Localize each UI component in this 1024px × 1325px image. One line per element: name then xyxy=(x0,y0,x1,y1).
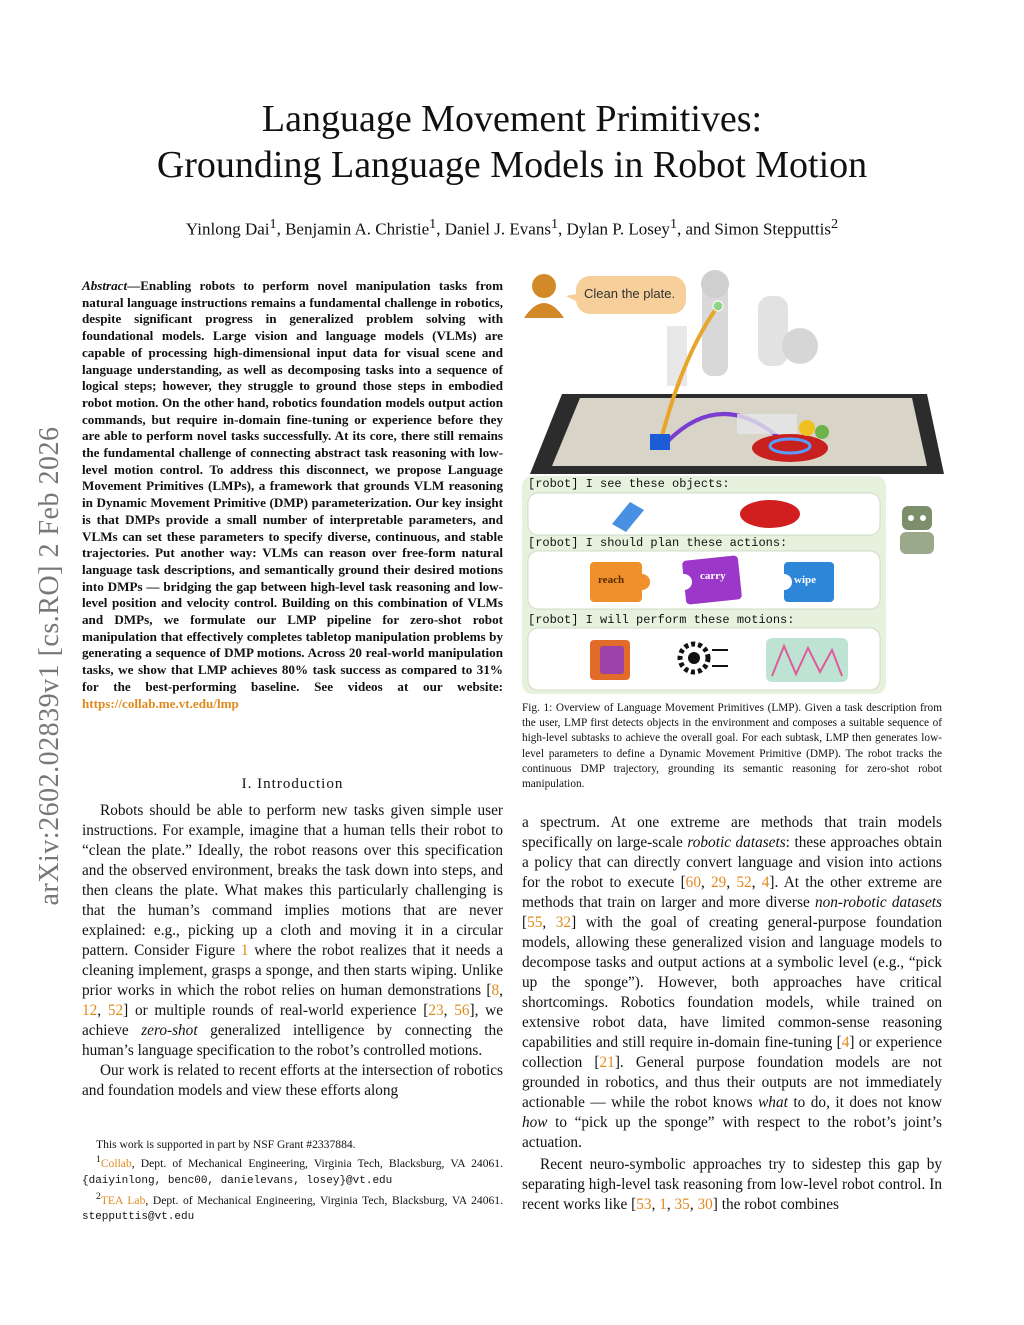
gear-hub xyxy=(688,652,700,664)
robot-eye xyxy=(920,515,926,521)
paragraph xyxy=(522,813,942,1153)
section-heading-text: I. Introduction xyxy=(241,776,344,792)
puzzle-label-wipe: wipe xyxy=(794,574,816,586)
affil-sup: 1 xyxy=(269,216,277,232)
email: stepputtis@vt.edu xyxy=(82,1211,195,1224)
puzzle-notch xyxy=(676,574,692,590)
robot-arm-right xyxy=(758,296,788,366)
sep: , xyxy=(751,874,762,891)
paragraph xyxy=(522,1155,942,1215)
container xyxy=(737,414,797,434)
user-avatar-head xyxy=(532,274,556,298)
footnote-grant: This work is supported in part by NSF Grant #2337884. xyxy=(96,1138,356,1151)
robot-eye xyxy=(908,515,914,521)
arxiv-stamp xyxy=(34,380,65,940)
puzzle-label-carry: carry xyxy=(700,570,726,582)
text-run: generalized intelligence by connecting the human’s language specification to the robot’s controlled motions. xyxy=(82,1022,503,1059)
text-run: to do, it does not know xyxy=(787,1094,942,1111)
row-label-actions: [robot] I should plan these actions: xyxy=(528,536,788,550)
abstract-dash: — xyxy=(127,278,141,293)
title-line-2: Grounding Language Models in Robot Motion xyxy=(156,144,868,186)
row-label-motions: [robot] I will perform these motions: xyxy=(528,613,795,627)
emphasis: how xyxy=(522,1114,548,1131)
citation[interactable]: 23 xyxy=(428,1002,444,1019)
affil-sup: 2 xyxy=(830,216,839,232)
citation[interactable]: 4 xyxy=(761,874,770,891)
paper-title xyxy=(0,96,1024,188)
text-run: a spectrum. At one extreme are methods that train models specifically on large-scale xyxy=(522,814,942,851)
text-run: ] with the goal of creating general-purpose foundation models, allowing these generalized vision and language models to decompose tasks and output actions at a symbolic level (e.g., “pick up the sponge”). However, both approaches have critical shortcomings. Robotics foundation models, while trained on extensive robot data, have limited common-sense reasoning capabilities and still require in-domain fine-tuning [ xyxy=(522,914,942,1051)
abstract-label: Abstract xyxy=(82,278,128,293)
robot-base xyxy=(667,326,687,386)
tea-lab-link[interactable]: TEA Lab xyxy=(100,1193,146,1207)
email-list: {daiyinlong, benc00, danielevans, losey}@vt.edu xyxy=(82,1174,393,1187)
citation[interactable]: 32 xyxy=(555,914,572,931)
title-line-1: Language Movement Primitives: xyxy=(261,98,763,140)
citation[interactable]: 29 xyxy=(711,874,727,891)
emphasis: zero-shot xyxy=(141,1022,198,1039)
footnote-affil-1 xyxy=(82,1152,503,1189)
affil-sup: 2 xyxy=(96,1191,101,1203)
text-run: Recent neuro-symbolic approaches try to sidestep this gap by separating high-level task reasoning from low-level robot control. In recent works like [ xyxy=(522,1156,942,1213)
puzzle-knob xyxy=(634,574,650,590)
citation[interactable]: 60 xyxy=(685,874,701,891)
section-heading xyxy=(82,776,503,793)
citation[interactable]: 30 xyxy=(697,1196,713,1213)
puzzle-notch xyxy=(776,574,792,590)
website-link[interactable]: https://collab.me.vt.edu/lmp xyxy=(82,695,239,711)
citation[interactable]: 52 xyxy=(736,874,752,891)
motion-puzzle-layer xyxy=(600,646,624,674)
fruit xyxy=(815,425,829,439)
paragraph xyxy=(82,801,503,1061)
puzzle-label-reach: reach xyxy=(598,574,625,586)
sep: , xyxy=(700,874,712,891)
text-run: ] or multiple rounds of real-world experience [ xyxy=(123,1002,429,1019)
affil-sup: 1 xyxy=(550,216,559,232)
citation[interactable]: 53 xyxy=(636,1196,652,1213)
right-column-text xyxy=(522,813,942,1215)
citation[interactable]: 55 xyxy=(527,914,543,931)
emphasis: robotic datasets xyxy=(687,834,786,851)
emphasis: what xyxy=(758,1094,788,1111)
trajectory-point xyxy=(713,301,723,311)
affil-sup: 1 xyxy=(96,1154,101,1166)
author-name: Daniel J. Evans xyxy=(444,219,551,239)
sep: , xyxy=(726,874,737,891)
affil-sup: 1 xyxy=(429,216,437,232)
paragraph: Our work is related to recent efforts at the intersection of robotics and foundation models and view these efforts along xyxy=(82,1062,503,1099)
citation[interactable]: 4 xyxy=(841,1034,850,1051)
sep: , xyxy=(689,1196,698,1213)
citation[interactable]: 12 xyxy=(82,1002,98,1019)
sep: , xyxy=(97,1002,108,1019)
text-run: to “pick up the sponge” with respect to the robot’s joint’s actuation. xyxy=(522,1114,942,1151)
citation[interactable]: 21 xyxy=(599,1054,615,1071)
speech-text: Clean the plate. xyxy=(584,286,676,301)
abstract xyxy=(82,278,503,712)
objects-row xyxy=(528,493,880,535)
text-run: ]. General purpose foundation models are not grounded in robotics, and thus their outputs are not immediately actionable — while the robot knows xyxy=(522,1054,942,1111)
arxiv-stamp-text: arXiv:2602.02839v1 [cs.RO] 2 Feb 2026 xyxy=(34,426,65,906)
robot-joint xyxy=(701,270,729,298)
caption-text: Fig. 1: Overview of Language Movement Primitives (LMP). Given a task description from the user, LMP first detects objects in the environment and composes a suitable sequence of high-level subtasks to achieve the overall goal. For each subtask, LMP then generates low-level parameters to define a Dynamic Movement Primitive (DMP). The robot tracks the continuous DMP trajectory, grounding its semantic reasoning for zero-shot robot manipulation. xyxy=(522,702,942,791)
text-run: where the robot realizes that it needs a cleaning implement, grasps a sponge, and then starts wiping. Unlike prior works in which the robot relies on human demonstrations [ xyxy=(82,942,503,999)
text-run: ]. At the other extreme are methods that train on larger and more diverse xyxy=(522,874,942,911)
affil-sup: 1 xyxy=(669,216,678,232)
author-name: Benjamin A. Christie xyxy=(285,219,430,239)
left-column-text xyxy=(82,801,503,1101)
author-name: Yinlong Dai xyxy=(185,219,270,239)
sep: , xyxy=(558,219,567,239)
collab-link[interactable]: Collab xyxy=(100,1157,132,1171)
footnotes xyxy=(82,1137,503,1226)
text-run: ] the robot combines xyxy=(712,1196,839,1213)
citation[interactable]: 35 xyxy=(674,1196,690,1213)
text-run: , Dept. of Mechanical Engineering, Virginia Tech, Blacksburg, VA 24061. xyxy=(131,1157,503,1171)
sep: , xyxy=(436,219,445,239)
citation[interactable]: 1 xyxy=(659,1196,667,1213)
citation[interactable]: 52 xyxy=(107,1002,124,1019)
text-run: [ xyxy=(522,914,528,931)
sep: , xyxy=(542,914,556,931)
fruit xyxy=(799,420,815,436)
text-run: Robots should be able to perform new tasks given simple user instructions. For example, imagine that a human tells their robot to “clean the plate.” Ideally, the robot reasons over this specification and the observed environment, breaks the task down into steps, and then cleans the plate. What makes this particularly challenging is that the human’s command implies motions that are never explained: e.g., picking up a cloth and moving it in a circular pattern. Consider Figure xyxy=(82,802,503,959)
figure-caption xyxy=(522,701,942,792)
citation[interactable]: 8 xyxy=(491,982,500,999)
sep: , and xyxy=(677,219,715,239)
footnote-affil-2 xyxy=(82,1189,503,1226)
sponge xyxy=(650,434,670,450)
text-run: , Dept. of Mechanical Engineering, Virginia Tech, Blacksburg, VA 24061. xyxy=(145,1193,504,1207)
figure-1 xyxy=(522,266,944,696)
row-label-objects: [robot] I see these objects: xyxy=(528,477,730,491)
figure-ref[interactable]: 1 xyxy=(240,942,249,959)
sep: , xyxy=(499,982,503,999)
sep: , xyxy=(443,1002,455,1019)
sep: , xyxy=(666,1196,675,1213)
text-run: ], we achieve xyxy=(82,1002,503,1039)
emphasis: non-robotic datasets xyxy=(814,894,943,911)
plate-object-icon xyxy=(740,500,800,528)
text-run: : these approaches obtain a policy that can directly convert language and vision into actions for the robot to execute [ xyxy=(522,834,942,891)
robot-avatar-body xyxy=(900,532,934,554)
author-name: Simon Stepputtis xyxy=(714,219,831,239)
sep: , xyxy=(276,219,286,239)
abstract-body: Enabling robots to perform novel manipulation tasks from natural language instructions remains a fundamental challenge in robotics, despite significant progress in generalized problem solving with foundational models. Large vision and language models (VLMs) are capable of processing high-dimensional input data for visual scene and language understanding, as well as decomposing tasks into a sequence of logical steps; however, they struggle to ground those steps in embodied robot motion. On the other hand, robotics foundation models output action commands, but require in-domain fine-tuning or experience before they are able to perform novel tasks successfully. At its core, there still remains the fundamental challenge of connecting abstract task reasoning with low-level motion control. To address this disconnect, we propose Language Movement Primitives (LMPs), a framework that grounds VLM reasoning in Dynamic Movement Primitive (DMP) parameterization. Our key insight is that DMPs provide a small number of interpretable parameters, and VLMs can set these parameters to specify diverse, continuous, and stable trajectories. Put another way: VLMs can reason over free-form natural language task descriptions, and semantically ground their desired motions into DMPs — bridging the gap between high-level task reasoning and low-level position and velocity control. Building on this combination of VLMs and DMPs, we formulate our LMP pipeline for zero-shot robot manipulation that effectively completes tabletop manipulation problems by generating a sequence of DMP motions. Across 20 real-world manipulation tasks, we show that LMP achieves 80% task success as compared to 31% for the best-performing baseline. See videos at our website: xyxy=(82,278,503,694)
author-list xyxy=(0,212,1024,242)
robot-avatar-head xyxy=(902,506,932,530)
author-name: Dylan P. Losey xyxy=(566,219,670,239)
robot-joint xyxy=(782,328,818,364)
text-run: ] or experience collection [ xyxy=(522,1034,942,1071)
citation[interactable]: 56 xyxy=(454,1002,470,1019)
sep: , xyxy=(651,1196,660,1213)
